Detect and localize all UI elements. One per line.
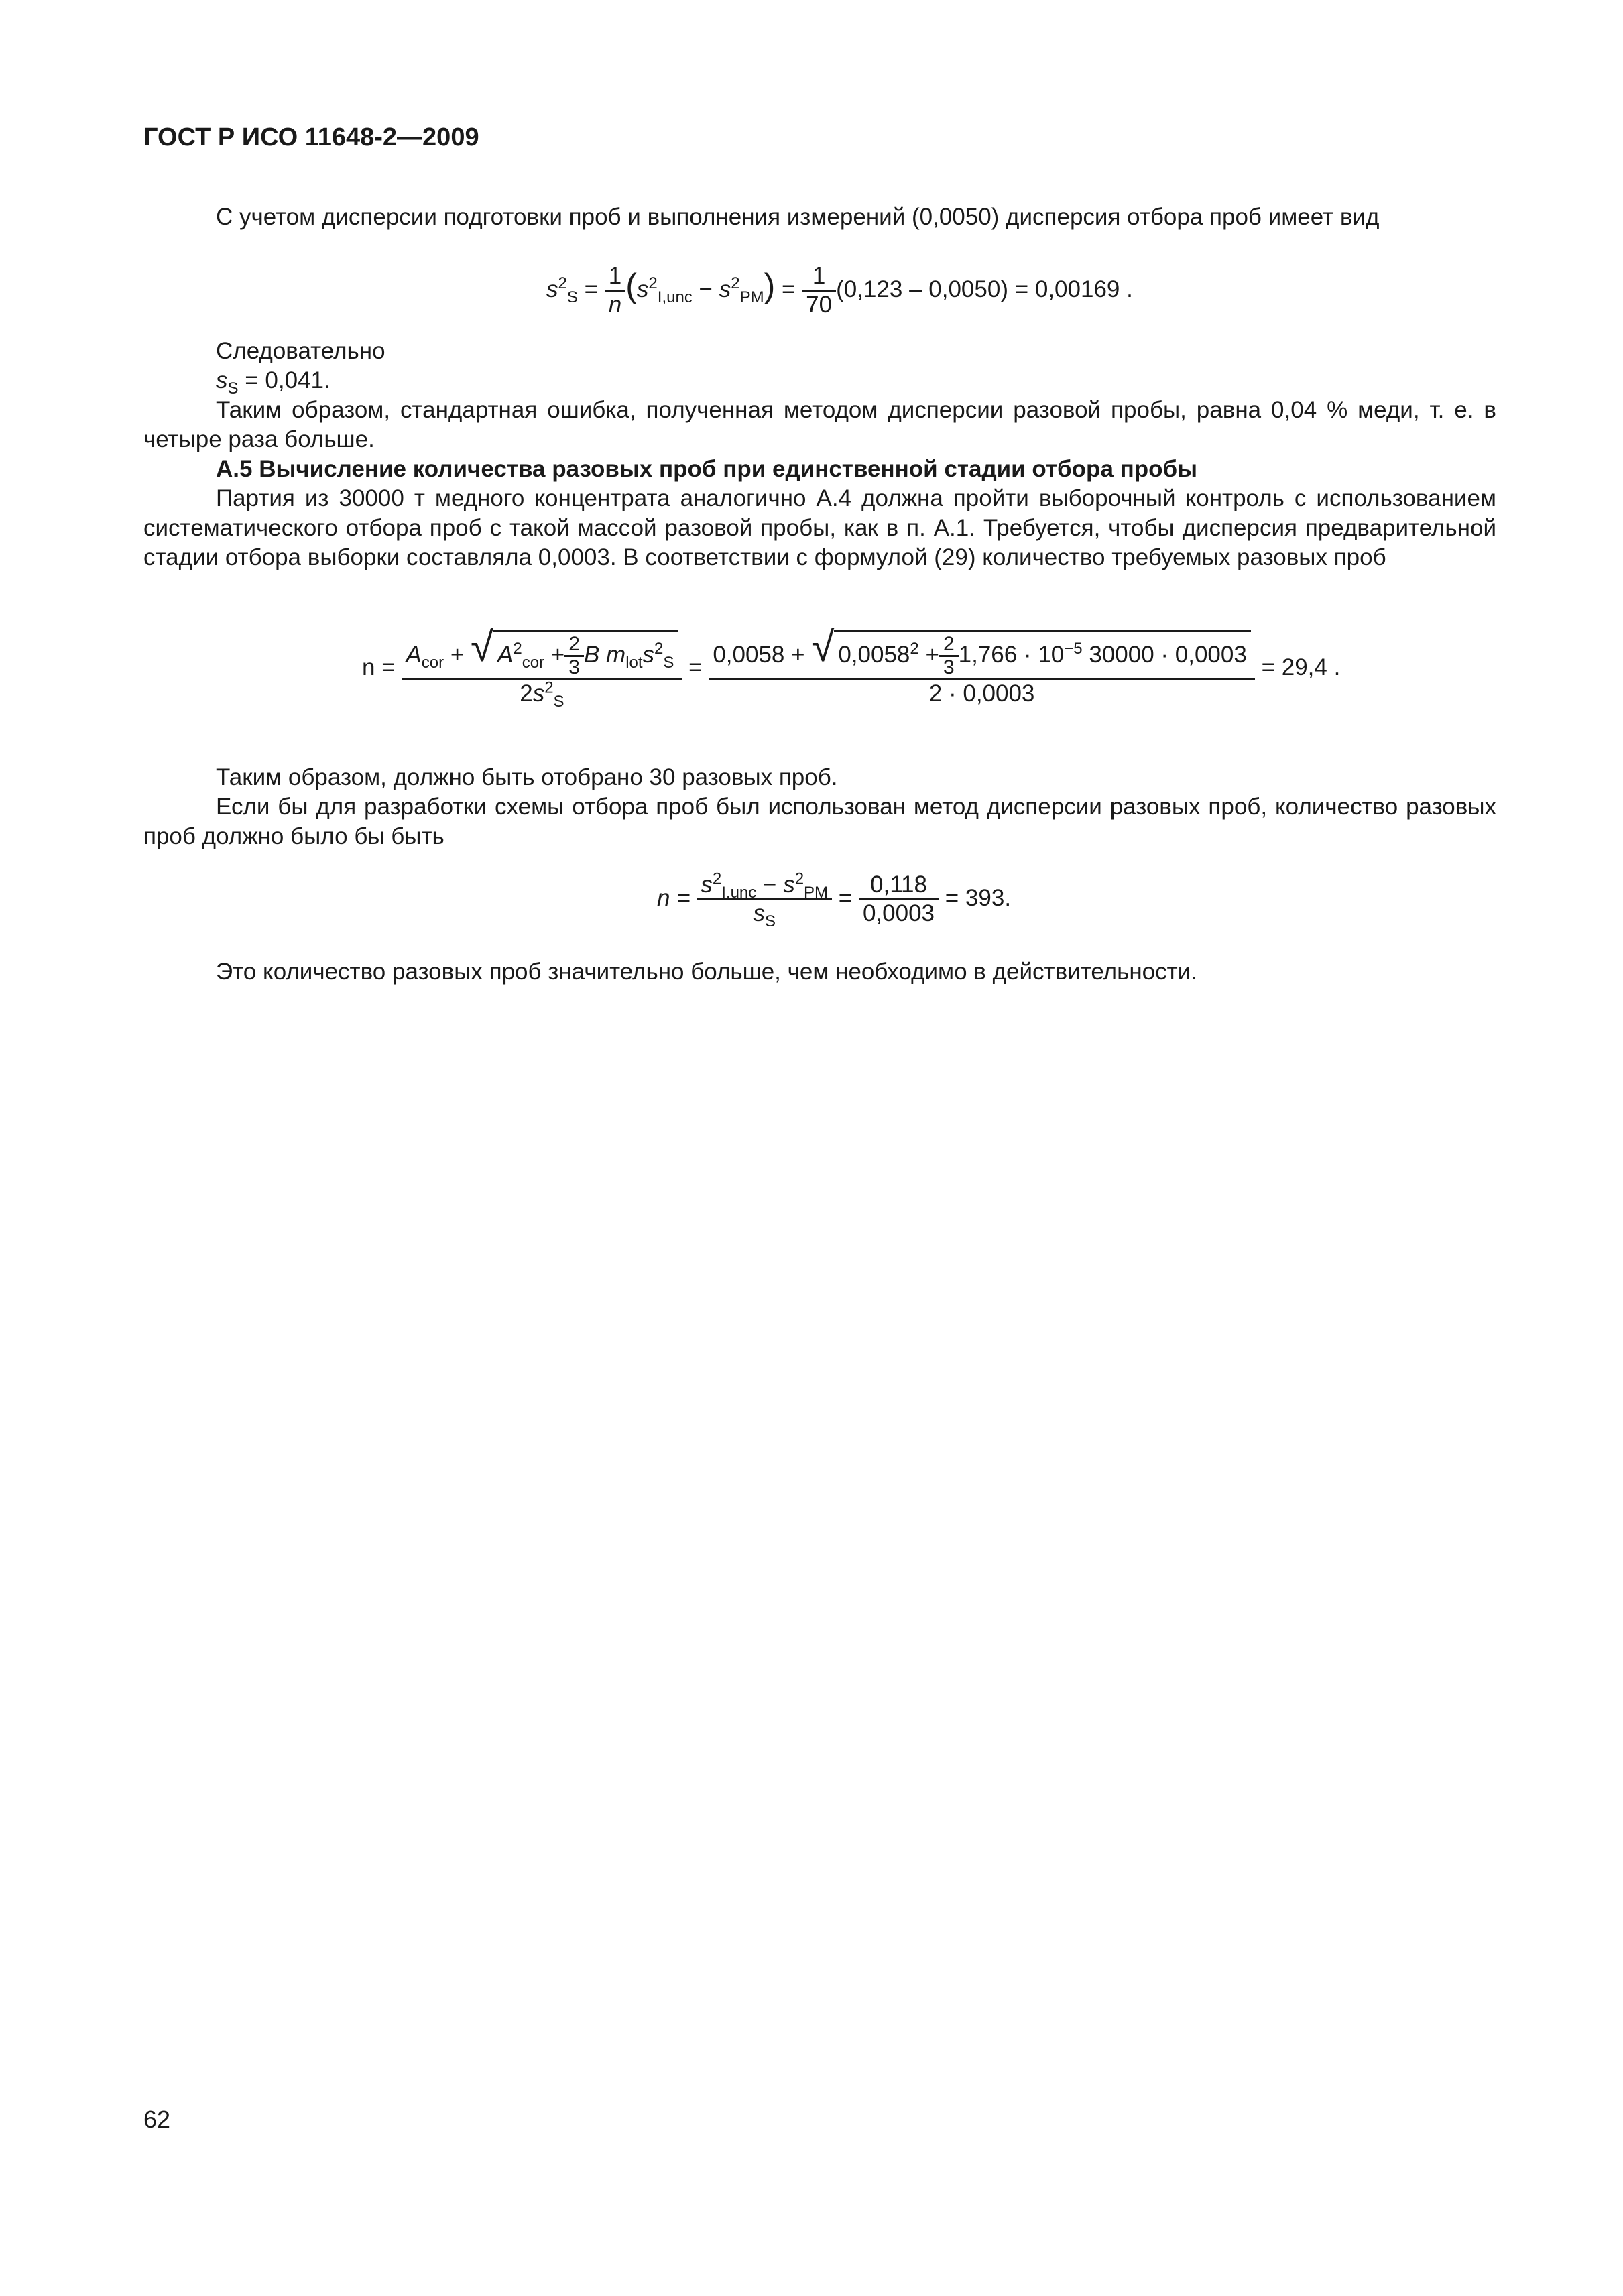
document-header: ГОСТ Р ИСО 11648-2—2009 (143, 123, 479, 152)
standard-deviation-result: $s_S = 0,041$. (216, 367, 330, 398)
formula-increment-count: n = $A_{cor}$ + √ $A^2_{cor}$ + $\frac{2}{3}$ B $m_{lot}s^2_S$ $2s^2_S$ = 0,0058 + √ 0,0058$^2$ + $\frac{2}{3}$ $1,766 \cdot 10^{-5}$ 30000 · 0,0003 2 · 0,0003 = 29,4 . (362, 624, 1341, 711)
fraction-numeric-values: $\frac{0,118}{0,0003}$ (859, 871, 939, 927)
sqrt-symbolic: √ $A^2_{cor}$ + $\frac{2}{3}$ B $m_{lot}s^2_S$ (471, 630, 678, 678)
fraction-variance-difference: $\frac{s^2_{I,unc} - s^2_{PM}}{s_S}$ (697, 871, 832, 927)
paragraph-thirty-increments: Таким образом, должно быть отобрано 30 разовых проб. (216, 764, 838, 790)
fraction-one-over-seventy: $\frac{1}{70}$ (802, 263, 836, 318)
fraction-formula-symbolic: $A_{cor}$ + √ $A^2_{cor}$ + $\frac{2}{3}$ B $m_{lot}s^2_S$ $2s^2_S$ (402, 630, 682, 707)
paragraph-conclusion: Это количество разовых проб значительно больше, чем необходимо в действительности. (216, 959, 1197, 985)
paragraph-standard-error: Таким образом, стандартная ошибка, полученная методом дисперсии разовой пробы, равна 0,04 % меди, т. е. в четыре раза больше. (143, 397, 1496, 452)
formula-sampling-variance: $s^2_S$ = $\frac{1}{n}$ $(s^2_{I,unc} - s^2_{PM})$ = $\frac{1}{70}$ (0,123 – 0,0050) = 0,00169 . (546, 263, 1133, 318)
sqrt-numeric: √ 0,0058$^2$ + $\frac{2}{3}$ $1,766 \cdot 10^{-5}$ 30000 · 0,0003 (811, 630, 1251, 678)
formula-alternative-count: n = $\frac{s^2_{I,unc} - s^2_{PM}}{s_S}$ = $\frac{0,118}{0,0003}$ = 393. (657, 869, 1012, 930)
paragraph-lot-description: Партия из 30000 т медного концентрата аналогично А.4 должна пройти выборочный контроль с использованием систематического отбора проб с такой массой разовой пробы, как в п. А.1. Требуется, чтобы дисперсия предварительной стадии отбора выборки составляла 0,0003. В соответствии с формулой (29) количество требуемых разовых проб (143, 485, 1496, 570)
fraction-formula-numeric: 0,0058 + √ 0,0058$^2$ + $\frac{2}{3}$ $1,766 \cdot 10^{-5}$ 30000 · 0,0003 2 · 0,0003 (709, 630, 1255, 707)
paragraph-dispersion-intro: С учетом дисперсии подготовки проб и выполнения измерений (0,0050) дисперсия отбора проб имеет вид (216, 204, 1380, 230)
section-heading-a5: А.5 Вычисление количества разовых проб при единственной стадии отбора пробы (216, 456, 1198, 482)
page-number: 62 (143, 2106, 171, 2133)
fraction-one-over-n: $\frac{1}{n}$ (605, 263, 625, 318)
paragraph-alternative-method: Если бы для разработки схемы отбора проб был использован метод дисперсии разовых проб, количество разовых проб должно было бы быть (143, 794, 1496, 849)
paragraph-therefore: Следовательно (216, 338, 385, 364)
